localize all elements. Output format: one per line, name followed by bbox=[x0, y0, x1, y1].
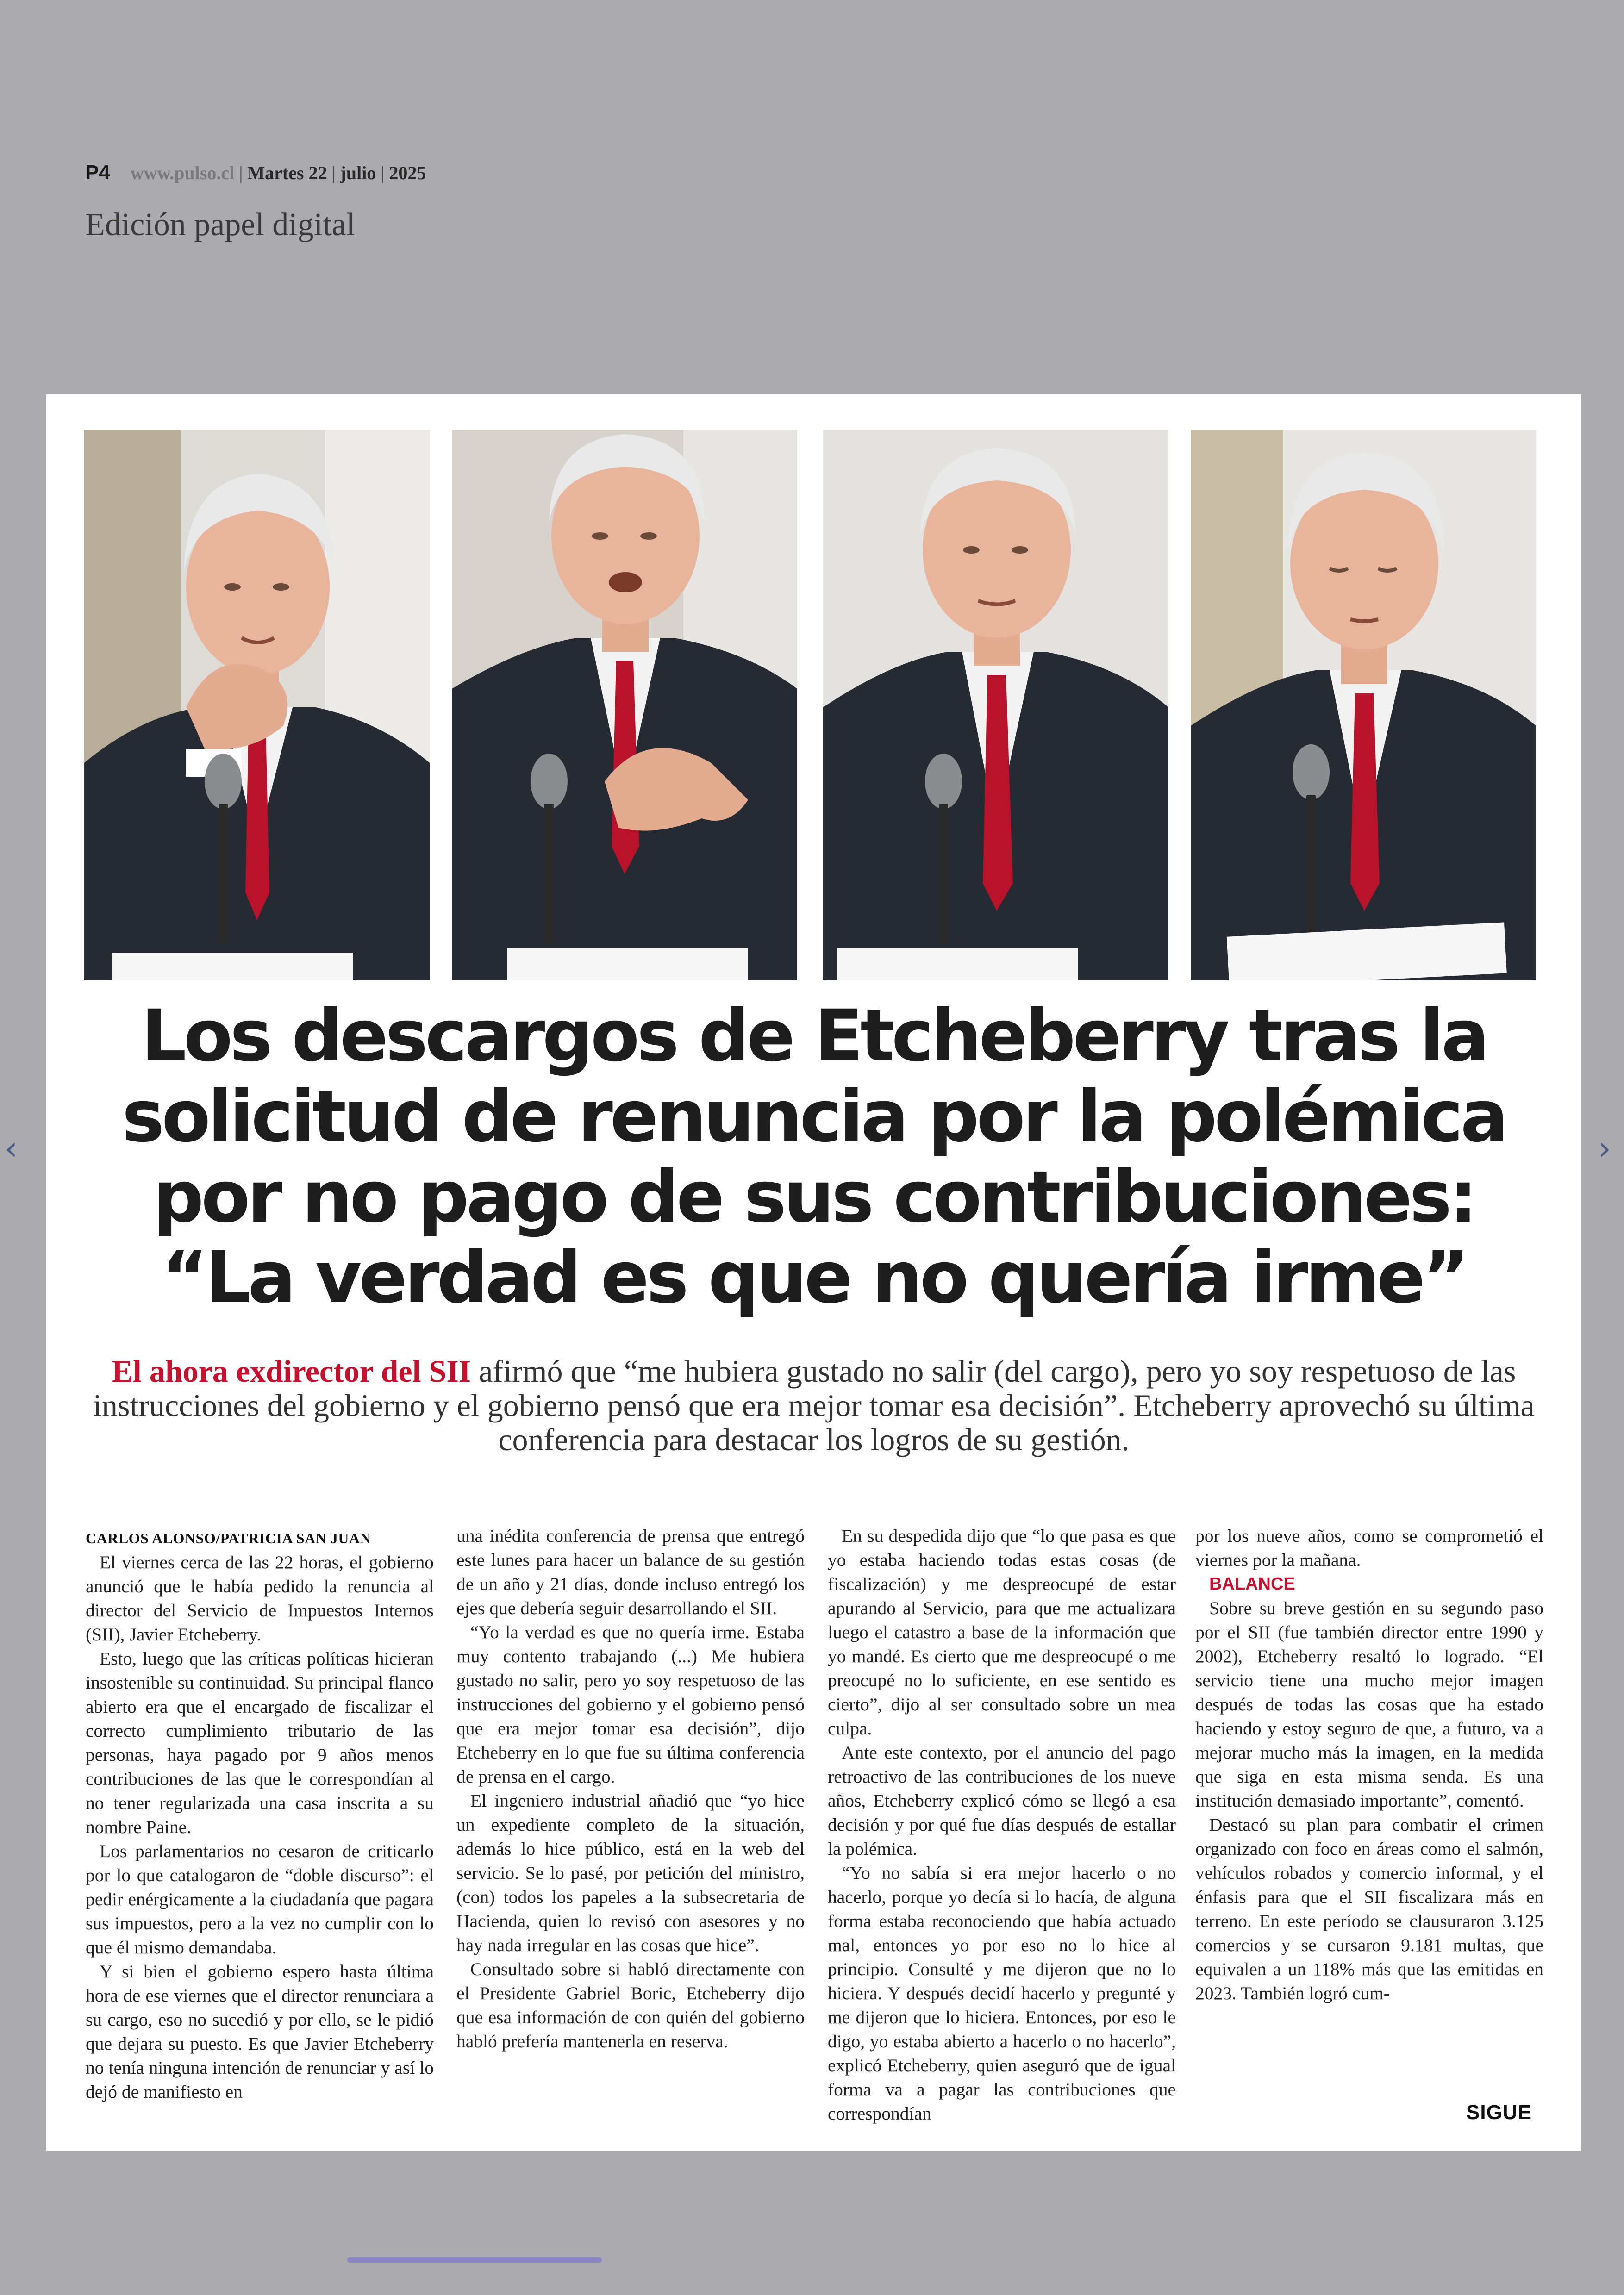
paragraph: El viernes cerca de las 22 horas, el gobierno anunció que le había pedido la renuncia al director del Servicio de Impuestos Internos (SII), Javier Etcheberry. bbox=[86, 1552, 434, 1645]
paragraph: Consultado sobre si habló directamente con el Presidente Gabriel Boric, Etcheberry dijo que esa información de con quién del gobierno habló prefería mantenerla en reserva. bbox=[456, 1959, 805, 2052]
paragraph: Esto, luego que las críticas políticas hicieran insostenible su continuidad. Su principal flanco abierto era que el encargado de fiscalizar el correcto cumplimiento tributario de las personas, haya pagado por 9 años menos contribuciones de las que le correspondían al no tener regularizada una casa inscrita a su nombre Paine. bbox=[86, 1648, 434, 1837]
deck-text: afirmó que “me hubiera gustado no salir (del cargo), pero yo soy respetuoso de las instrucciones del gobierno y el gobierno pensó que era mejor tomar esa decisión”. Etcheberry aprovechó su última conferencia para destacar los logros de su gestión. bbox=[93, 1353, 1535, 1457]
page-header: P4 www.pulso.cl | Martes 22 | julio | 2025 bbox=[85, 161, 426, 184]
article-headline: Los descargos de Etcheberry tras la solicitud de renuncia por la polémica por no pago de sus contribuciones: “La verdad es que no quería irme” bbox=[122, 995, 1506, 1319]
deck-lead: El ahora exdirector del SII bbox=[112, 1353, 471, 1389]
paragraph: por los nueve años, como se comprometió el viernes por la mañana. bbox=[1195, 1526, 1543, 1570]
next-page-chevron-icon[interactable]: › bbox=[1598, 1129, 1611, 1167]
issue-day: Martes 22 bbox=[247, 162, 327, 183]
paragraph: “Yo la verdad es que no quería irme. Estaba muy contento trabajando (...) Me hubiera gustado no salir, pero yo soy respetuoso de las instrucciones del gobierno y el gobierno pensó que era mejor tomar esa decisión”, dijo Etcheberry en lo que fue su última conferencia de prensa en el cargo. bbox=[456, 1622, 805, 1787]
paragraph: “Yo no sabía si era mejor hacerlo o no hacerlo, porque yo decía si lo hacía, de alguna forma estaba reconociendo que había actuado mal, entonces yo por eso no lo hice al principio. Consulté y me dijeron que no lo hiciera. Y después decidí hacerlo y pregunté y me dijeron que lo hiciera. Entonces, por eso le digo, yo estaba abierto a hacerlo o no hacerlo”, explicó Etcheberry, quien aseguró que de igual forma va a pagar las contribuciones que correspondían bbox=[828, 1863, 1176, 2124]
paragraph: En su despedida dijo que “lo que pasa es que yo estaba haciendo todas estas cosas (de fiscalización) y me despreocupé de estar apurando al Servicio, para que me actualizara luego el catastro a base de la información que yo mandé. Es cierto que me despreocupé o me preocupé no lo suficiente, en ese sentido es cierto”, dijo al ser consultado sobre un mea culpa. bbox=[828, 1526, 1176, 1739]
section-subhead: BALANCE bbox=[1209, 1574, 1295, 1594]
photo-hand-on-chin bbox=[84, 430, 430, 980]
newspaper-page bbox=[46, 394, 1581, 2151]
article-byline: CARLOS ALONSO/PATRICIA SAN JUAN bbox=[86, 1530, 371, 1547]
photo-hand-on-chest bbox=[452, 430, 797, 980]
issue-month: julio bbox=[340, 162, 376, 183]
photo-reading bbox=[1191, 430, 1536, 980]
page-progress-bar[interactable] bbox=[347, 2257, 602, 2263]
paragraph: una inédita conferencia de prensa que entregó este lunes para hacer un balance de su gestión de un año y 21 días, donde incluso entregó los ejes que debería seguir desarrollando el SII. bbox=[456, 1526, 805, 1618]
article-column-1 bbox=[86, 1526, 434, 2104]
photo-looking-forward bbox=[823, 430, 1168, 980]
article-deck bbox=[83, 1354, 1544, 1457]
article-column-2 bbox=[456, 1524, 805, 2053]
prev-page-chevron-icon[interactable]: ‹ bbox=[5, 1129, 18, 1167]
paragraph: Los parlamentarios no cesaron de criticarlo por lo que catalogaron de “doble discurso”: el pedir enérgicamente a la ciudadanía que pagara sus impuestos, pero a la vez no cumplir con lo que él mismo demandaba. bbox=[86, 1841, 434, 1958]
paragraph: El ingeniero industrial añadió que “yo hice un expediente completo de la situación, además lo hice público, está en la web del servicio. Se lo pasé, por petición del ministro, (con) todos los papeles a la subsecretaria de Hacienda, quien lo revisó con asesores y no hay nada irregular en las cosas que hice”. bbox=[456, 1790, 805, 1955]
paragraph: Destacó su plan para combatir el crimen organizado con foco en áreas como el salmón, vehículos robados y comercio informal, y el énfasis para que el SII fiscalizara más en terreno. En este período se clausuraron 3.125 comercios y se cursaron 9.181 multas, que equivalen a un 118% más que las emitidas en 2023. También logró cum- bbox=[1195, 1815, 1543, 2003]
article-column-3 bbox=[828, 1524, 1176, 2126]
page-number: P4 bbox=[85, 161, 110, 184]
paragraph: Ante este contexto, por el anuncio del pago retroactivo de las contribuciones de los nueve años, Etcheberry explicó cómo se llegó a esa decisión y por qué fue días después de estallar la polémica. bbox=[828, 1742, 1176, 1859]
site-url[interactable]: www.pulso.cl bbox=[130, 162, 235, 183]
continue-label: SIGUE bbox=[1466, 2101, 1532, 2124]
paragraph: Sobre su breve gestión en su segundo paso por el SII (fue también director entre 1990 y 2002), Etcheberry resaltó lo logrado. “El servicio tiene una mucho mejor imagen después de todas las cosas que ha estado haciendo y estoy seguro de que, a futuro, va a mejorar mucho más la imagen, en la medida que siga en esta misma senda. Es una institución demasiado importante”, comentó. bbox=[1195, 1598, 1543, 1811]
issue-year: 2025 bbox=[389, 162, 426, 183]
paragraph: Y si bien el gobierno espero hasta última hora de ese viernes que el director renunciara a su cargo, eso no sucedió y por ello, se le pidió que dejara su puesto. Es que Javier Etcheberry no tenía ninguna intención de renunciar y así lo dejó de manifiesto en bbox=[86, 1961, 434, 2102]
edition-label: Edición papel digital bbox=[85, 207, 356, 243]
article-column-4 bbox=[1195, 1524, 1543, 2005]
